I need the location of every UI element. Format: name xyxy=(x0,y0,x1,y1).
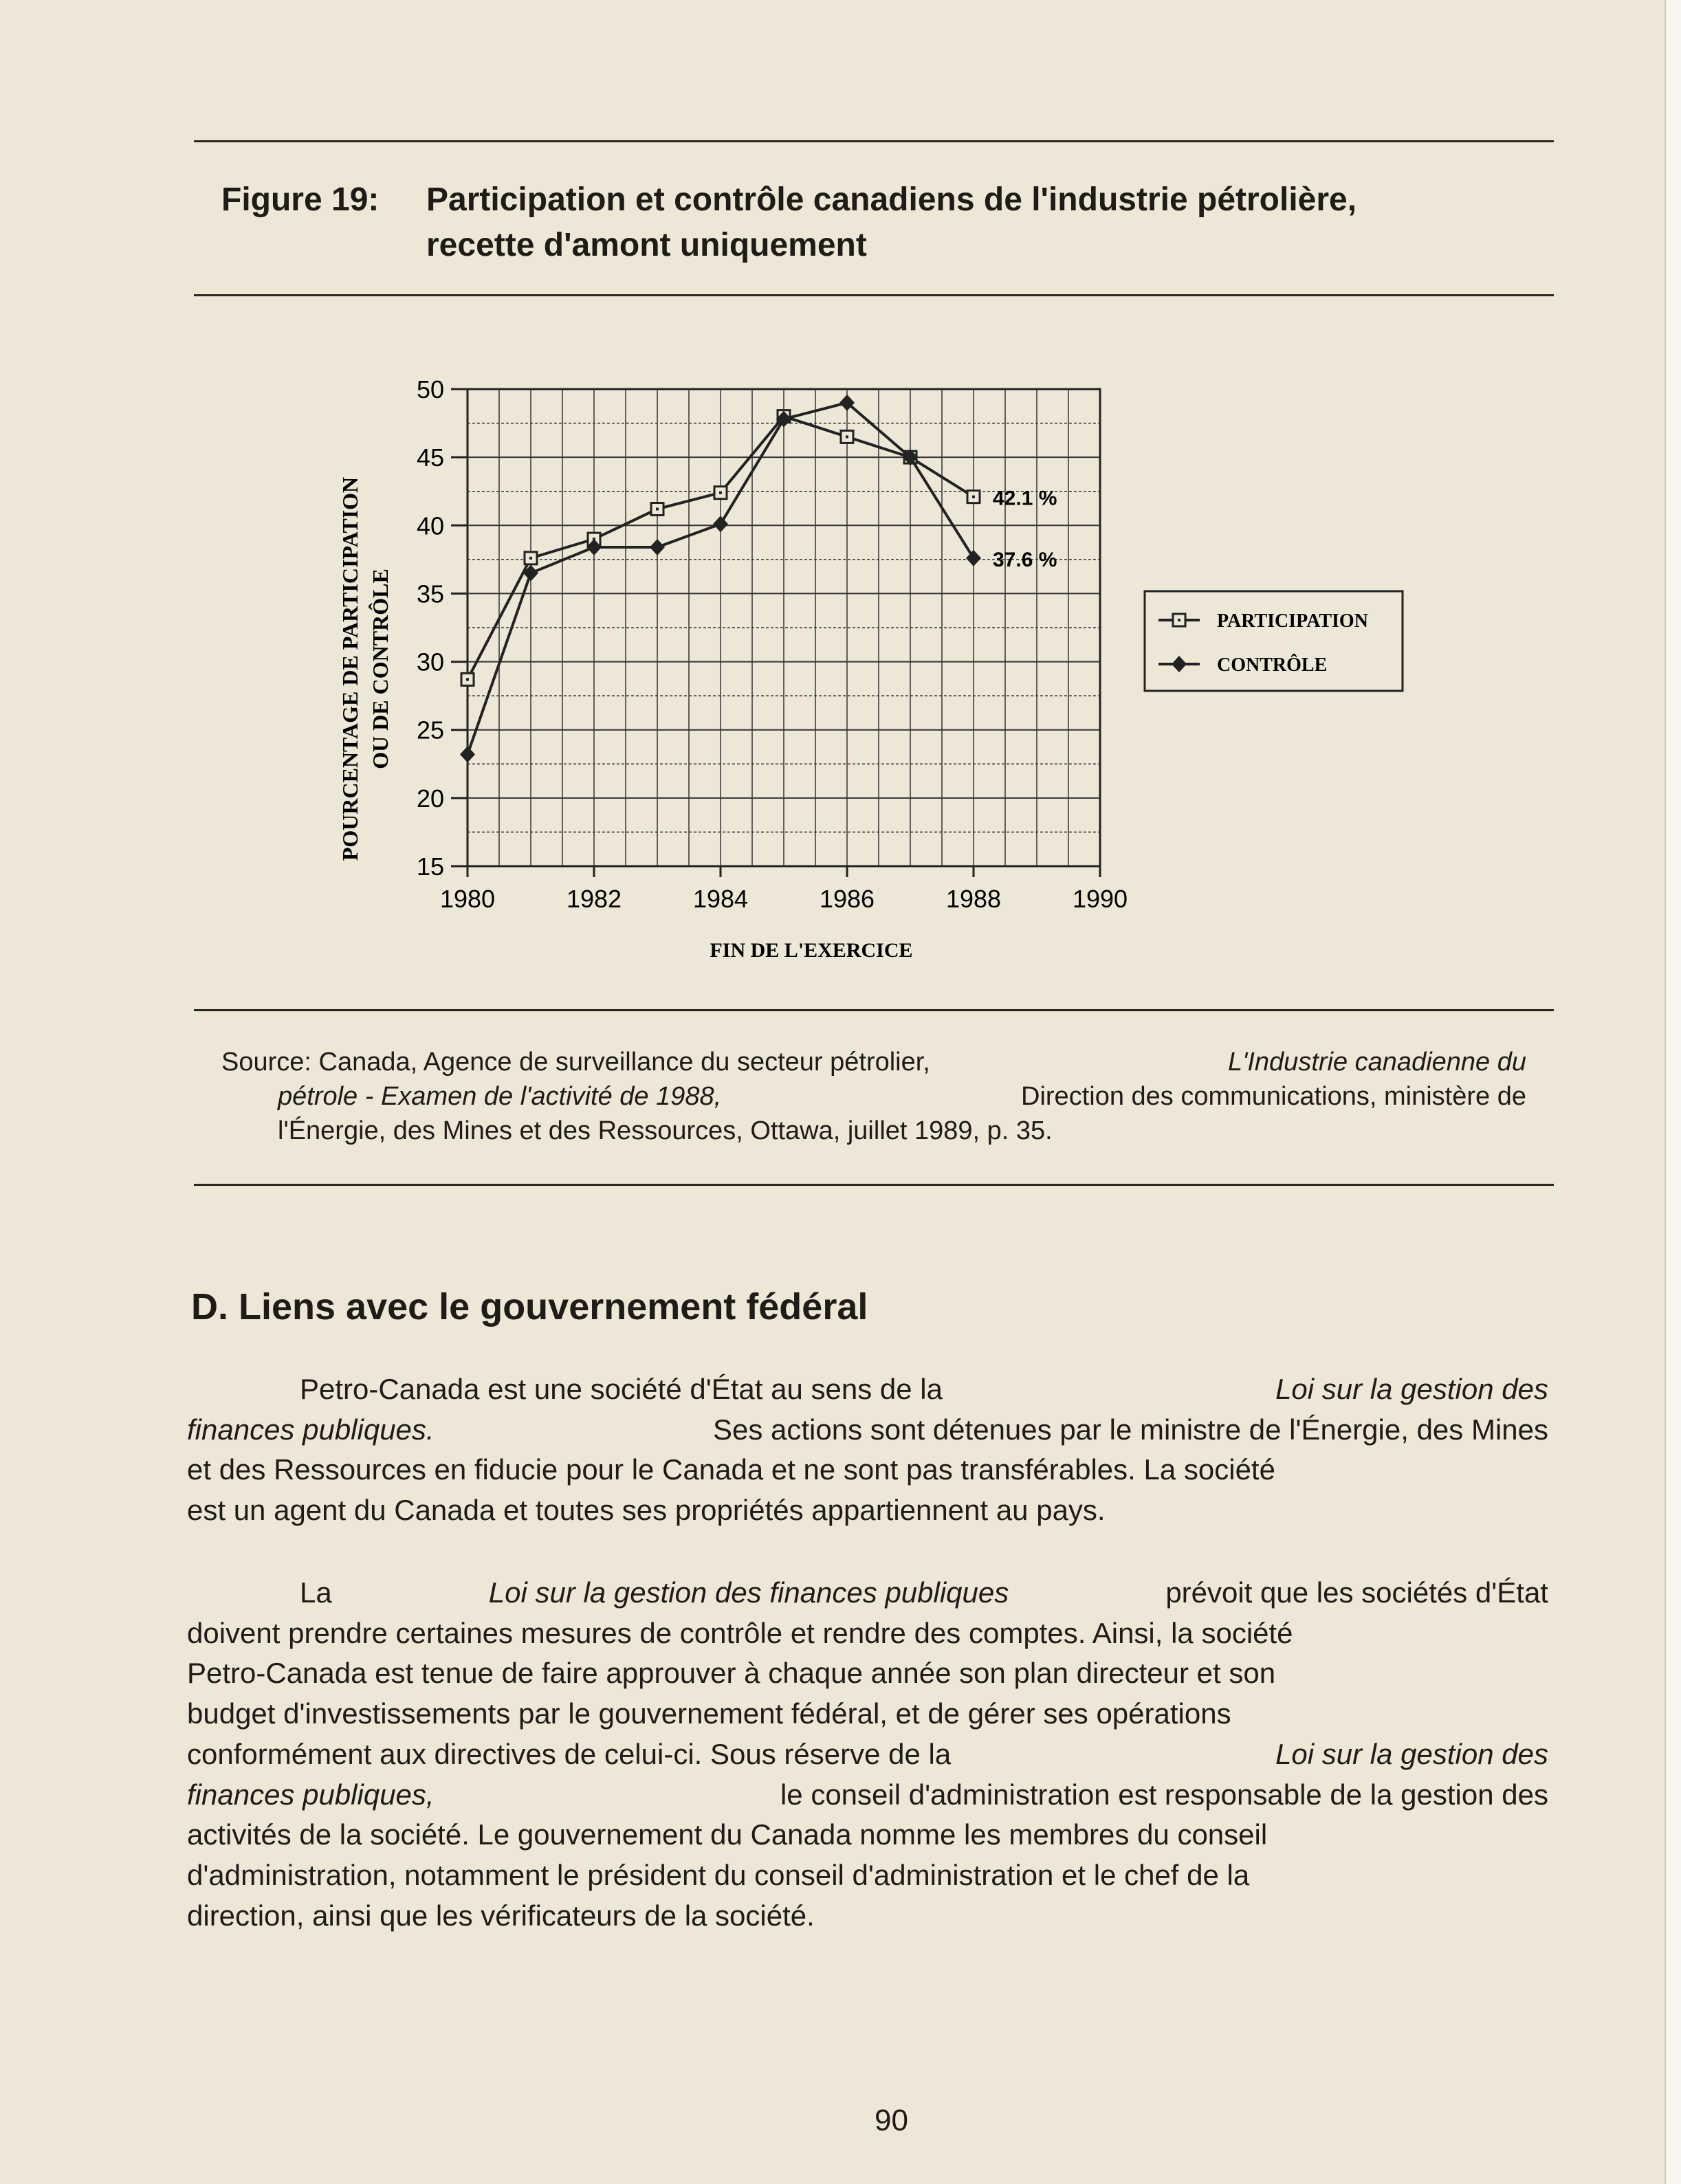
p2-act-name-cont: finances publiques, xyxy=(187,1778,435,1811)
data-point-controle xyxy=(650,539,665,555)
y-axis-title xyxy=(338,477,393,861)
page-number: 90 xyxy=(875,2104,908,2137)
p2-text: La xyxy=(300,1576,332,1609)
paragraph-1 xyxy=(187,1369,1548,1531)
data-point-controle xyxy=(713,516,728,532)
y-tick-label: 30 xyxy=(416,648,444,676)
figure-title-line1: Participation et contrôle canadiens de l'industrie pétrolière, xyxy=(426,181,1357,218)
y-axis-title-line2: OU DE CONTRÔLE xyxy=(368,569,393,769)
legend-marker xyxy=(1172,656,1187,672)
y-tick-labels xyxy=(417,375,444,881)
p1-text: Petro-Canada est une société d'État au sens de la xyxy=(300,1373,943,1405)
p1-act-name-cont: finances publiques. xyxy=(187,1413,435,1446)
page-edge xyxy=(1664,0,1681,2184)
x-axis-title: FIN DE L'EXERCICE xyxy=(710,939,913,962)
end-value-label: 37.6 % xyxy=(993,548,1057,571)
p2-text: conformément aux directives de celui-ci. Sous réserve de la xyxy=(187,1737,952,1770)
p1-text: Ses actions sont détenues par le ministre de l'Énergie, des Mines xyxy=(712,1413,1548,1446)
legend-marker-dot xyxy=(1178,619,1180,621)
rule-under-title xyxy=(194,294,1554,296)
data-point-participation-dot xyxy=(656,507,659,510)
rule-above-source xyxy=(194,1009,1554,1011)
figure-source xyxy=(221,1045,1526,1148)
figure-title xyxy=(221,177,1528,268)
y-tick-label: 20 xyxy=(416,784,444,813)
p2-text: d'administration, notamment le président du conseil d'administration et le chef de la xyxy=(187,1858,1250,1891)
x-tick-label: 1986 xyxy=(819,885,875,913)
data-point-participation-dot xyxy=(972,496,975,498)
x-tick-label: 1990 xyxy=(1072,885,1128,913)
paragraph-2 xyxy=(187,1573,1548,1936)
legend-label: PARTICIPATION xyxy=(1217,610,1368,632)
data-point-participation-dot xyxy=(846,435,848,438)
chart-axes xyxy=(451,389,1100,877)
y-tick-label: 45 xyxy=(416,443,444,472)
x-tick-labels xyxy=(440,885,1128,913)
chart-legend xyxy=(1145,591,1403,691)
y-tick-label: 15 xyxy=(416,852,444,881)
x-tick-label: 1980 xyxy=(439,885,496,913)
source-title-cont: pétrole - Examen de l'activité de 1988, xyxy=(278,1082,722,1111)
figure-title-line2: recette d'amont uniquement xyxy=(426,227,867,263)
section-heading: D. Liens avec le gouvernement fédéral xyxy=(191,1286,868,1327)
end-value-label: 42.1 % xyxy=(993,487,1057,510)
p1-text: est un agent du Canada et toutes ses propriétés appartiennent au pays. xyxy=(187,1494,1106,1527)
y-axis-title-line1: POURCENTAGE DE PARTICIPATION xyxy=(338,476,362,861)
p2-text: Petro-Canada est tenue de faire approuver à chaque année son plan directeur et son xyxy=(187,1657,1276,1690)
chart-annotations xyxy=(993,487,1057,571)
p1-act-name: Loi sur la gestion des xyxy=(1275,1373,1548,1405)
x-tick-label: 1984 xyxy=(692,885,749,913)
p2-act-name: Loi sur la gestion des finances publiques xyxy=(488,1576,1009,1609)
p1-text: et des Ressources en fiducie pour le Canada et ne sont pas transférables. La société xyxy=(187,1453,1275,1486)
p2-text: direction, ainsi que les vérificateurs de la société. xyxy=(187,1899,815,1932)
p2-text: doivent prendre certaines mesures de contrôle et rendre des comptes. Ainsi, la société xyxy=(187,1616,1293,1649)
source-text: Source: Canada, Agence de surveillance du secteur pétrolier, xyxy=(221,1048,930,1077)
rule-top xyxy=(194,140,1554,142)
data-point-controle xyxy=(966,550,981,566)
rule-below-source xyxy=(194,1184,1554,1186)
source-text-end: l'Énergie, des Mines et des Ressources, Ottawa, juillet 1989, p. 35. xyxy=(278,1116,1053,1145)
chart-grid xyxy=(468,389,1100,866)
p2-text: le conseil d'administration est responsable de la gestion des xyxy=(780,1778,1548,1811)
y-tick-label: 50 xyxy=(416,375,444,404)
p2-text: activités de la société. Le gouvernement du Canada nomme les membres du conseil xyxy=(187,1818,1268,1851)
source-title: L'Industrie canadienne du xyxy=(1227,1048,1526,1077)
p2-text: budget d'investissements par le gouvernement fédéral, et de gérer ses opérations xyxy=(187,1697,1231,1730)
y-tick-label: 35 xyxy=(416,580,444,608)
p2-act-name: Loi sur la gestion des xyxy=(1275,1737,1548,1770)
x-tick-label: 1982 xyxy=(566,885,622,913)
legend-box xyxy=(1145,591,1403,691)
data-point-participation-dot xyxy=(466,678,469,681)
figure-label: Figure 19: xyxy=(221,181,380,218)
y-tick-label: 40 xyxy=(416,511,444,540)
data-point-participation-dot xyxy=(529,557,532,560)
x-tick-label: 1988 xyxy=(945,885,1002,913)
legend-label: CONTRÔLE xyxy=(1217,654,1328,676)
y-tick-label: 25 xyxy=(416,716,444,744)
data-point-controle xyxy=(460,746,475,762)
line-chart xyxy=(330,357,1430,976)
source-text-cont: Direction des communications, ministère de xyxy=(1021,1082,1526,1111)
data-point-participation-dot xyxy=(719,492,722,494)
p2-text: prévoit que les sociétés d'État xyxy=(1165,1576,1548,1609)
